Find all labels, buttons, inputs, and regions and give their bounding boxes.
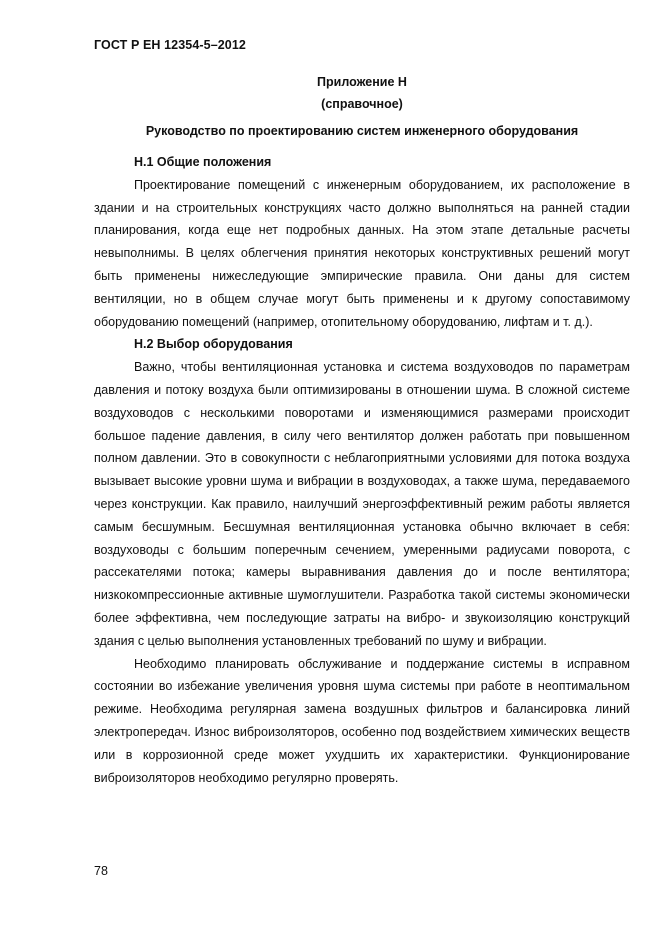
paragraph-equipment-selection-2: Необходимо планировать обслуживание и поддержание системы в исправном состоянии во избежание увеличения уровня шума системы при работе в неоптимальном режиме. Необходима регулярная замена воздушных фильтров и балансировка линий электропередач. Износ виброизоляторов, особенно под воздействием химических веществ или в коррозионной среде может ухудшить их характеристики. Функционирование виброизоляторов необходимо регулярно проверять. xyxy=(94,656,630,785)
paragraph-equipment-selection-1: Важно, чтобы вентиляционная установка и система воздуховодов по параметрам давления и потоку воздуха были оптимизированы в отношении шума. В сложной системе воздуховодов с несколькими поворотами и изменяющимися размерами происходит большое падение давления, в силу чего вентилятор должен работать при повышенном полном давлении. Это в совокупности с неблагоприятными условиями для потока воздуха вызывает высокие уровни шума и вибрации в воздуховодах, а также шума, передаваемого через конструкции. Как правило, наилучший энергоэффективный режим работы является самым бесшумным. Бесшумная вентиляционная установка обычно включает в себя: воздуховоды с большим поперечным сечением, умеренными радиусами поворота, с рассекателями потока; камеры выравнивания давления до и после вентилятора; низкокомпрессионные активные шумоглушители. Разработка такой системы экономически более эффективна, чем последующие затраты на вибро- и звукоизоляцию конструкций здания с целью выполнения установленных требований по шуму и вибрации. xyxy=(94,360,630,648)
guide-title: Руководство по проектированию систем инженерного оборудования xyxy=(145,124,579,138)
document-body xyxy=(94,151,630,789)
page-number: 78 xyxy=(94,864,108,878)
paragraph-general-1: Проектирование помещений с инженерным оборудованием, их расположение в здании и на строительных конструкциях часто должно выполняться на ранней стадии планирования, когда еще нет подробных данных. На этом этапе детальные расчеты невыполнимы. В целях облегчения принятия некоторых конструктивных решений могут быть применены нижеследующие эмпирические правила. Они даны для систем вентиляции, но в общем случае могут быть применены и к другому сопоставимому оборудованию помещений (например, отопительному оборудованию, лифтам и т. д.). xyxy=(94,177,630,329)
appendix-title-block xyxy=(94,71,630,115)
appendix-status: (справочное) xyxy=(321,97,403,111)
section-heading-equipment-selection: Н.2 Выбор оборудования xyxy=(134,337,293,352)
appendix-title: Приложение Н xyxy=(317,75,407,89)
section-heading-general: Н.1 Общие положения xyxy=(134,155,272,169)
standard-code-header: ГОСТ Р ЕН 12354-5–2012 xyxy=(94,38,246,52)
